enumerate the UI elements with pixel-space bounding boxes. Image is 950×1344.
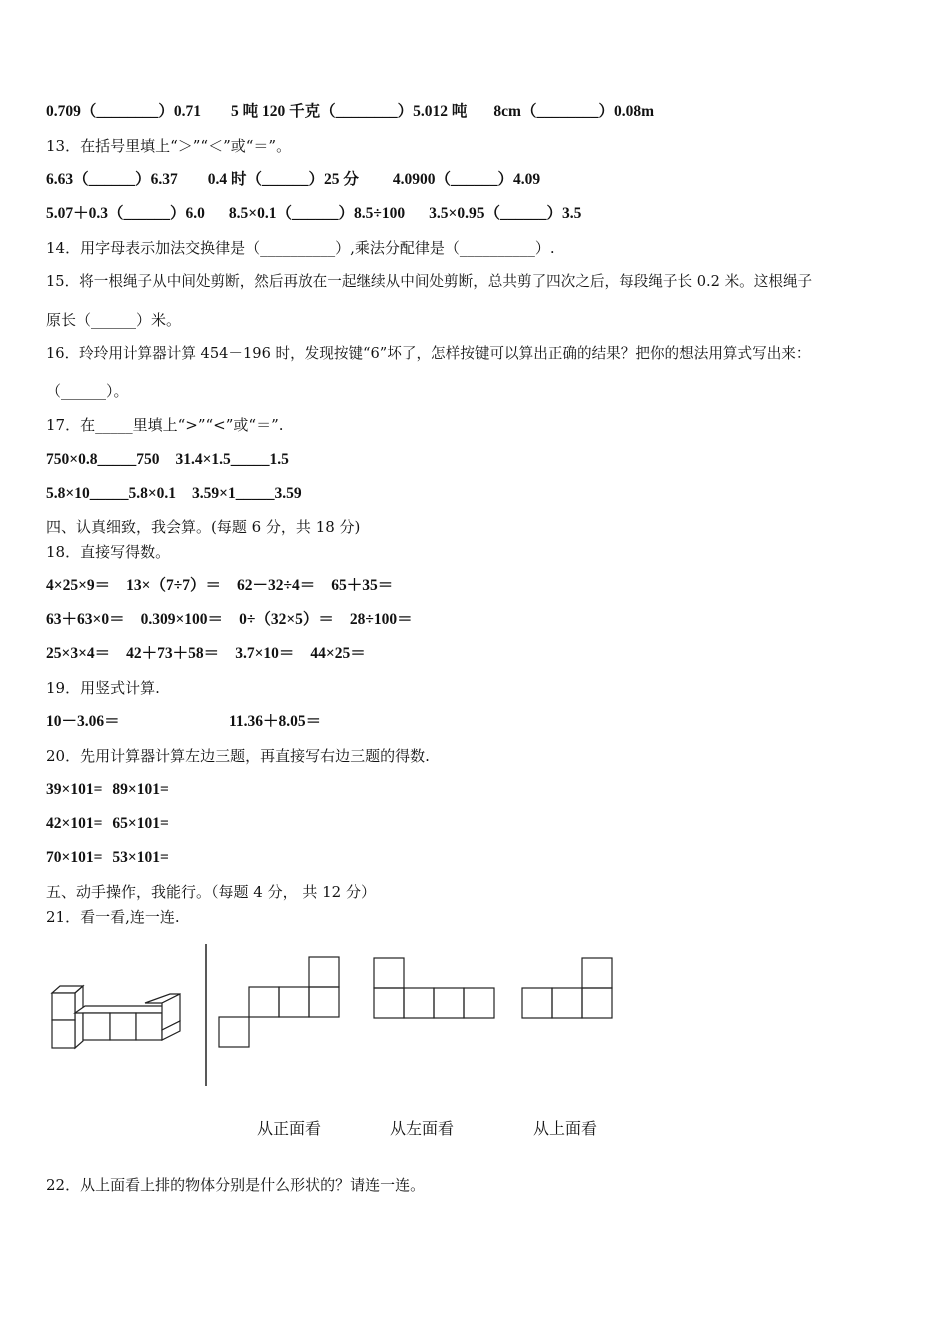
view-b: [374, 958, 494, 1018]
view-c: [522, 958, 612, 1018]
question-20: 20．先用计算器计算左边三题，再直接写右边三题的得数.: [46, 747, 430, 765]
calc-item: 0.309×100＝: [140, 611, 224, 628]
compare-item: 8.5×0.1（______）8.5÷100: [228, 205, 406, 222]
question-13: 13．在括号里填上“＞”“＜”或“＝”。: [46, 137, 292, 155]
compare-item: 3.5×0.95（______）3.5: [429, 205, 582, 222]
compare-item: 5 吨 120 千克（________）5.012 吨: [231, 103, 468, 120]
question-21: 21．看一看,连一连.: [46, 908, 180, 926]
calc-item: 39×101=: [46, 781, 103, 798]
question-16-line-2: （______）。: [46, 382, 129, 400]
cube-solid-drawing: [52, 986, 180, 1048]
calc-item: 42＋73＋58＝: [126, 645, 220, 662]
calc-item: 0÷（32×5）＝: [239, 611, 334, 628]
question-15-line-2: 原长（______）米。: [46, 311, 182, 329]
compare-item: 5.07＋0.3（______）6.0: [46, 205, 205, 222]
calc-item: 70×101=: [46, 849, 103, 866]
caption-front-view[interactable]: 从正面看: [257, 1119, 322, 1138]
question-22: 22．从上面看上排的物体分别是什么形状的？请连一连。: [46, 1176, 426, 1194]
question-16-line-1: 16．玲玲用计算器计算 454－196 时，发现按键“6”坏了，怎样按键可以算出正确的结果？把你的想法用算式写出来：: [46, 345, 811, 362]
question-14: 14．用字母表示加法交换律是（__________）,乘法分配律是（__________）.: [46, 239, 555, 257]
calc-item: 10－3.06＝: [46, 713, 120, 730]
compare-item: 8cm（________）0.08m: [493, 103, 654, 120]
question-18: 18．直接写得数。: [46, 543, 171, 561]
calc-item: 44×25＝: [310, 645, 366, 662]
calc-item: 89×101=: [112, 781, 169, 798]
compare-item: 6.63（______）6.37: [46, 171, 178, 188]
calc-item: 4×25×9＝: [46, 577, 111, 594]
question-15-line-1: 15．将一根绳子从中间处剪断，然后再放在一起继续从中间处剪断，总共剪了四次之后，每段绳子长 0.2 米。这根绳子: [46, 273, 813, 290]
compare-item: 3.59×1_____3.59: [192, 485, 302, 502]
calc-item: 65＋35＝: [331, 577, 394, 594]
calc-item: 3.7×10＝: [235, 645, 295, 662]
caption-left-view[interactable]: 从左面看: [390, 1119, 455, 1138]
question-19: 19．用竖式计算.: [46, 679, 160, 697]
calc-item: 28÷100＝: [349, 611, 413, 628]
compare-item: 5.8×10_____5.8×0.1: [46, 485, 177, 502]
calc-item: 25×3×4＝: [46, 645, 111, 662]
calc-item: 65×101=: [112, 815, 169, 832]
calc-item: 11.36＋8.05＝: [229, 713, 322, 730]
calc-item: 13×（7÷7）＝: [126, 577, 222, 594]
compare-item: 0.4 时（______）25 分: [207, 171, 359, 188]
calc-item: 63＋63×0＝: [46, 611, 125, 628]
question-17: 17．在_____里填上“>”“<”或“＝”.: [46, 416, 284, 434]
view-a: [219, 957, 339, 1047]
compare-item: 750×0.8_____750: [46, 451, 160, 468]
section-5-heading: 五、动手操作，我能行。（每题 4 分， 共 12 分）: [46, 883, 376, 901]
calc-item: 53×101=: [112, 849, 169, 866]
compare-item: 0.709（________）0.71: [46, 103, 202, 120]
calc-item: 62－32÷4＝: [237, 577, 316, 594]
compare-item: 4.0900（______）4.09: [392, 171, 541, 188]
section-4-heading: 四、认真细致，我会算。(每题 6 分，共 18 分): [46, 518, 361, 536]
compare-item: 31.4×1.5_____1.5: [175, 451, 289, 468]
calc-item: 42×101=: [46, 815, 103, 832]
caption-top-view[interactable]: 从上面看: [533, 1119, 598, 1138]
